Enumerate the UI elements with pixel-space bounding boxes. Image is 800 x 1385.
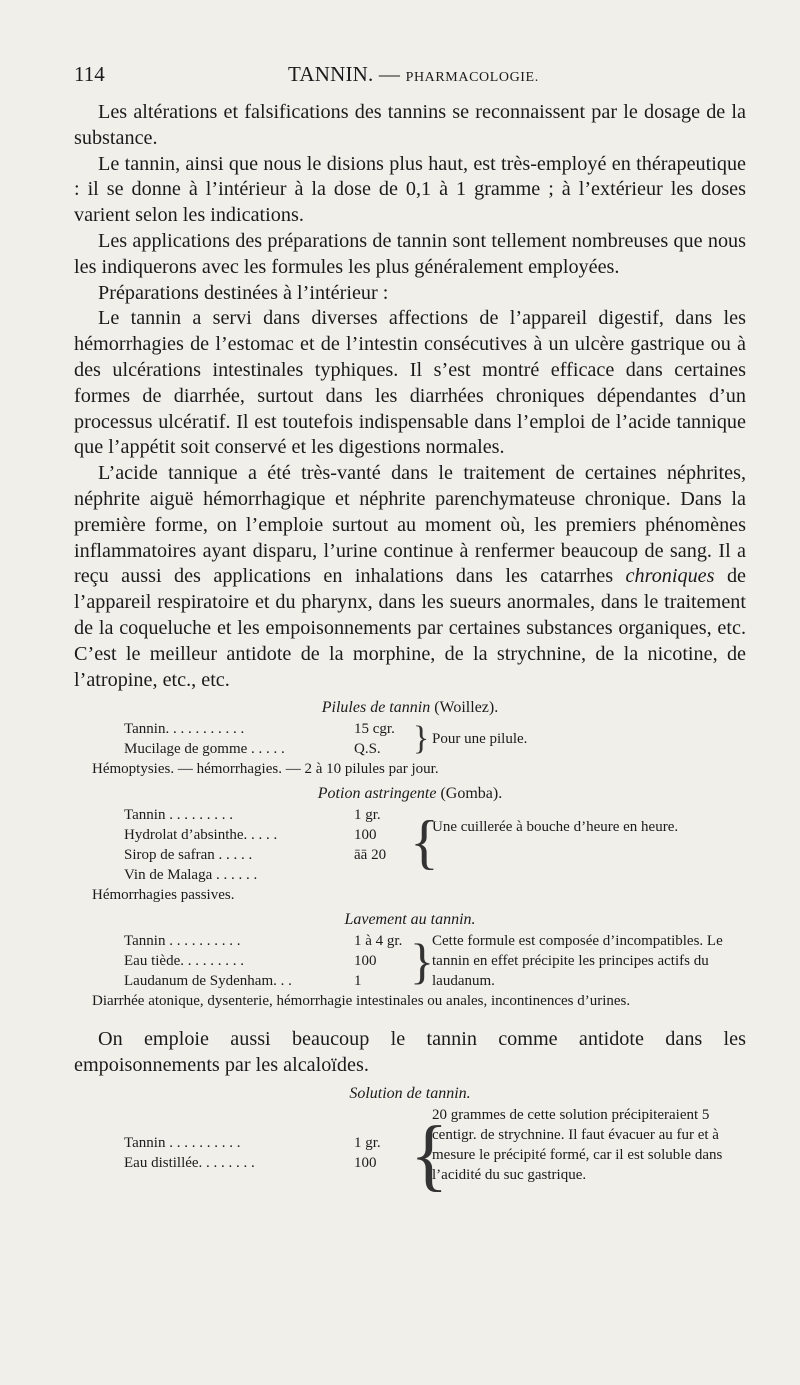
recipe-title: Pilules de tannin (Woillez).	[321, 699, 499, 717]
recipe-usage: Hémorrhagies passives.	[92, 887, 235, 904]
ingredient-row: Mucilage de gomme . . . . . Q.S.	[124, 741, 381, 758]
recipe-usage: Diarrhée atonique, dysenterie, hémorrhagie intestinales ou anales, incontinences d’urines.	[92, 993, 631, 1010]
ingredient-row: Tannin . . . . . . . . . . 1 à 4 gr.	[124, 933, 403, 950]
page-number: 114	[74, 62, 105, 86]
running-title: TANNIN. — PHARMACOLOGIE.	[288, 62, 539, 86]
recipe-note: Pour une pilule.	[432, 731, 528, 748]
recipe-title: Potion astringente (Gomba).	[317, 785, 503, 803]
ingredient-row: Tannin. . . . . . . . . . . 15 cgr.	[124, 721, 395, 738]
brace: {	[410, 809, 439, 876]
recipe-note: 20 grammes de cette solution précipiteraient 5 centigr. de strychnine. Il faut évacuer au fur et à mesure le précipité formé, car il est soluble dans l’acidité du suc gastrique.	[432, 1106, 723, 1183]
ingredient-row: Vin de Malaga . . . . . .	[124, 867, 258, 884]
page	[74, 62, 746, 1205]
ingredient-row: Laudanum de Sydenham. . . 1	[124, 973, 362, 990]
brace: {	[410, 1110, 449, 1199]
recipe-solution	[74, 1083, 746, 1205]
recipe-note: Cette formule est composée d’incompatibles. Le tannin en effet précipite les principes actifs du laudanum.	[432, 933, 723, 990]
recipe-title: Lavement au tannin.	[344, 911, 476, 929]
ingredient-row: Tannin . . . . . . . . . . 1 gr.	[124, 1134, 381, 1151]
paragraph: Les altérations et falsifications des tannins se reconnaissent par le dosage de la substance.	[74, 101, 746, 149]
recipe-title: Solution de tannin.	[349, 1084, 471, 1102]
ingredient-row: Eau distillée. . . . . . . . 100	[124, 1154, 377, 1171]
recipe-note: Une cuillerée à bouche d’heure en heure.	[432, 819, 679, 836]
paragraph: Préparations destinées à l’intérieur :	[98, 281, 389, 304]
running-header	[74, 62, 746, 90]
recipe-pilules	[74, 697, 746, 779]
ingredient-row: Sirop de safran . . . . . āā 20	[124, 847, 387, 864]
recipe-potion	[74, 783, 746, 905]
brace: }	[410, 933, 434, 990]
paragraph: L’acide tannique a été très-vanté dans le traitement de certaines néphrites, néphrite aiguë hémorrhagique et néphrite parenchymateuse chronique. Dans la première forme, on l’emploie surtout au moment où, les premiers phénomènes inflammatoires ayant disparu, l’urine continue à renfermer beaucoup de sang. Il a reçu aussi des applications en inhalations dans les catarrhes chroniques de l’appareil respiratoire et du pharynx, dans les sueurs anormales, dans le traitement de la coqueluche et les empoisonnements par certaines substances organiques, etc. C’est le meilleur antidote de la morphine, de la strychnine, de la nicotine, de l’atropine, etc., etc.	[74, 462, 747, 691]
brace: }	[412, 720, 430, 758]
paragraph: Le tannin, ainsi que nous le disions plus haut, est très-employé en thérapeutique : il se donne à l’intérieur à la dose de 0,1 à 1 gramme ; à l’extérieur les doses varient selon les indications.	[74, 152, 746, 227]
alcaloides-paragraph: On emploie aussi beaucoup le tannin comme antidote dans les empoisonnements par les alcaloïdes.	[74, 1028, 746, 1077]
ingredient-row: Tannin . . . . . . . . . 1 gr.	[124, 807, 381, 824]
paragraph: Le tannin a servi dans diverses affections de l’appareil digestif, dans les hémorrhagies de l’estomac et de l’intestin consécutives à un ulcère gastrique ou à des ulcérations intestinales typhiques. Il s’est montré efficace dans certaines formes de diarrhée, surtout dans les diarrhées chroniques dépendantes d’un processus ulcératif. Il est toutefois indispensable dans l’emploi de l’acide tannique que l’appétit soit conservé et les digestions normales.	[74, 307, 746, 459]
recipe-usage: Hémoptysies. — hémorrhagies. — 2 à 10 pilules par jour.	[92, 761, 439, 778]
recipe-lavement	[74, 909, 746, 1011]
ingredient-row: Eau tiède. . . . . . . . . 100	[124, 953, 377, 970]
ingredient-row: Hydrolat d’absinthe. . . . . 100	[124, 827, 377, 844]
paragraph: Les applications des préparations de tannin sont tellement nombreuses que nous les indiquerons avec les formules les plus généralement employées.	[74, 229, 746, 278]
body-text	[74, 100, 746, 693]
